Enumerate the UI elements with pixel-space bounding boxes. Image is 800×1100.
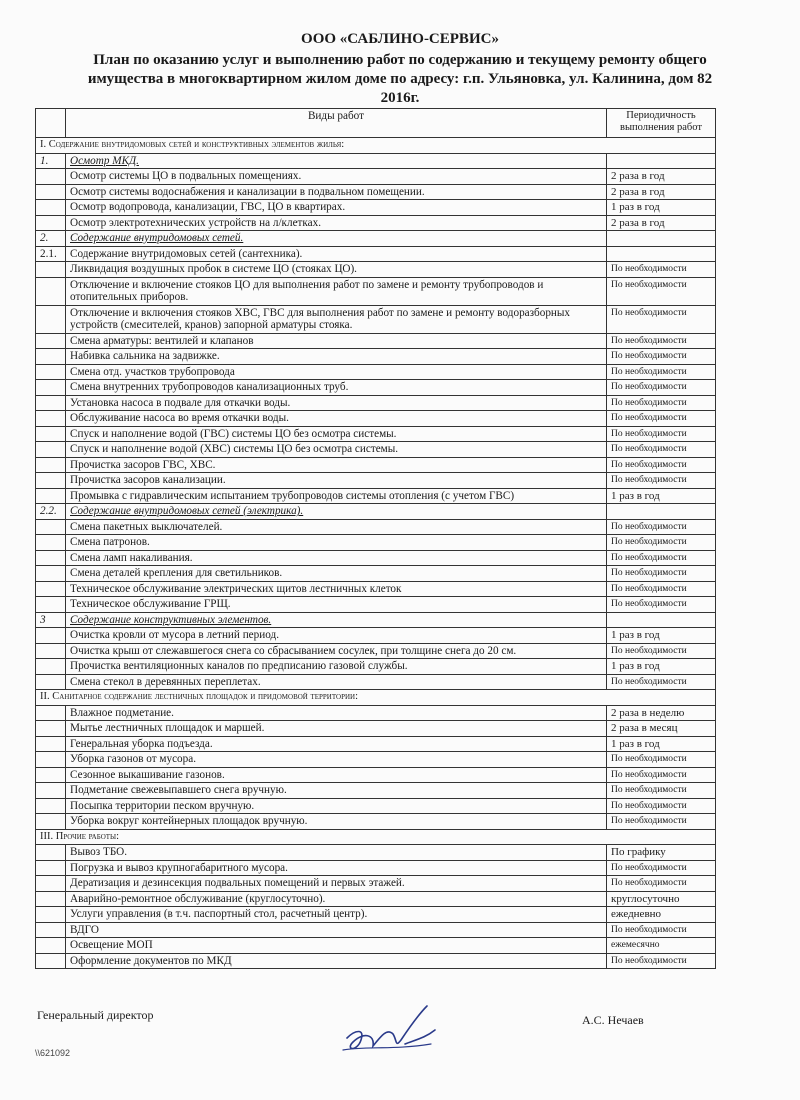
- work-description: Отключение и включение стояков ЦО для выполнения работ по замене и ремонту трубопроводов и отопительных приборов.: [66, 277, 607, 305]
- plan-title-line1: План по оказанию услуг и выполнению работ по содержанию и текущему ремонту общего: [93, 52, 707, 68]
- work-description: Осмотр системы ЦО в подвальных помещениях.: [66, 169, 607, 185]
- work-description: Оформление документов по МКД: [66, 953, 607, 969]
- work-description: Смена внутренних трубопроводов канализационных труб.: [66, 380, 607, 396]
- work-frequency: По необходимости: [607, 411, 716, 427]
- work-frequency: По необходимости: [607, 457, 716, 473]
- table-row: [36, 488, 716, 504]
- work-frequency: 2 раза в неделю: [607, 705, 716, 721]
- work-frequency: По необходимости: [607, 814, 716, 830]
- work-frequency: 2 раза в год: [607, 215, 716, 231]
- table-row: [36, 721, 716, 737]
- work-frequency: круглосуточно: [607, 891, 716, 907]
- work-description: Осмотр водопровода, канализации, ГВС, ЦО в квартирах.: [66, 200, 607, 216]
- row-number-cell: [36, 262, 66, 278]
- work-frequency: По необходимости: [607, 581, 716, 597]
- subsection-row: [36, 246, 716, 262]
- row-number-cell: [36, 426, 66, 442]
- work-frequency: По необходимости: [607, 426, 716, 442]
- work-description: Смена ламп накаливания.: [66, 550, 607, 566]
- table-row: [36, 305, 716, 333]
- work-frequency: По необходимости: [607, 597, 716, 613]
- table-row: [36, 736, 716, 752]
- frequency-cell: [607, 153, 716, 169]
- table-row: [36, 550, 716, 566]
- work-description: Аварийно-ремонтное обслуживание (круглосуточно).: [66, 891, 607, 907]
- table-row: [36, 364, 716, 380]
- row-number-cell: [36, 473, 66, 489]
- table-row: [36, 752, 716, 768]
- work-frequency: По необходимости: [607, 364, 716, 380]
- work-frequency: 1 раз в год: [607, 200, 716, 216]
- row-number-cell: [36, 305, 66, 333]
- work-description: Спуск и наполнение водой (ХВС) системы ЦО без осмотра системы.: [66, 442, 607, 458]
- work-description: Погрузка и вывоз крупногабаритного мусора.: [66, 860, 607, 876]
- row-number-cell: [36, 215, 66, 231]
- row-number-cell: [36, 674, 66, 690]
- work-description: Смена отд. участков трубопровода: [66, 364, 607, 380]
- subsection-row: [36, 612, 716, 628]
- row-number-cell: [36, 643, 66, 659]
- table-row: [36, 876, 716, 892]
- table-row: [36, 922, 716, 938]
- row-number-cell: [36, 767, 66, 783]
- subsection-title: Содержание конструктивных элементов.: [66, 612, 607, 628]
- work-description: Ликвидация воздушных пробок в системе ЦО (стояках ЦО).: [66, 262, 607, 278]
- director-name: А.С. Нечаев: [582, 1013, 644, 1027]
- row-number-cell: [36, 938, 66, 954]
- subsection-row: [36, 153, 716, 169]
- work-frequency: 2 раза в месяц: [607, 721, 716, 737]
- work-description: Услуги управления (в т.ч. паспортный стол, расчетный центр).: [66, 907, 607, 923]
- work-frequency: По необходимости: [607, 783, 716, 799]
- work-frequency: 2 раза в год: [607, 184, 716, 200]
- row-number-cell: [36, 184, 66, 200]
- table-row: [36, 674, 716, 690]
- work-frequency: 1 раз в год: [607, 628, 716, 644]
- section-title: III. Прочие работы:: [36, 829, 716, 845]
- row-number-cell: [36, 457, 66, 473]
- row-number-cell: [36, 550, 66, 566]
- row-number-cell: [36, 705, 66, 721]
- row-number-cell: [36, 814, 66, 830]
- table-row: [36, 262, 716, 278]
- work-description: Набивка сальника на задвижке.: [66, 349, 607, 365]
- work-frequency: По необходимости: [607, 876, 716, 892]
- work-description: Уборка вокруг контейнерных площадок вручную.: [66, 814, 607, 830]
- work-description: Установка насоса в подвале для откачки воды.: [66, 395, 607, 411]
- work-frequency: По необходимости: [607, 953, 716, 969]
- section-title: I. Содержание внутридомовых сетей и конструктивных элементов жилья:: [36, 138, 716, 154]
- work-frequency: По необходимости: [607, 767, 716, 783]
- work-description: Уборка газонов от мусора.: [66, 752, 607, 768]
- section-row: [36, 690, 716, 706]
- work-frequency: По необходимости: [607, 395, 716, 411]
- plan-title-line2: имущества в многоквартирном жилом доме по адресу: г.п. Ульяновка, ул. Калинина, дом 82: [87, 71, 713, 87]
- row-number-cell: [36, 752, 66, 768]
- table-row: [36, 783, 716, 799]
- table-row: [36, 566, 716, 582]
- table-row: [36, 184, 716, 200]
- work-description: Мытье лестничных площадок и маршей.: [66, 721, 607, 737]
- table-row: [36, 380, 716, 396]
- work-frequency: По необходимости: [607, 305, 716, 333]
- frequency-cell: [607, 246, 716, 262]
- work-description: Промывка с гидравлическим испытанием трубопроводов системы отопления (с учетом ГВС): [66, 488, 607, 504]
- works-plan-table: [35, 108, 716, 969]
- work-description: Очистка кровли от мусора в летний период.: [66, 628, 607, 644]
- table-row: [36, 767, 716, 783]
- subsection-number: 3: [36, 612, 66, 628]
- work-frequency: По графику: [607, 845, 716, 861]
- document-code: \\621092: [35, 1048, 71, 1058]
- row-number-cell: [36, 380, 66, 396]
- subsection-number: 2.: [36, 231, 66, 247]
- table-row: [36, 581, 716, 597]
- table-row: [36, 277, 716, 305]
- row-number-cell: [36, 566, 66, 582]
- row-number-cell: [36, 628, 66, 644]
- table-row: [36, 798, 716, 814]
- work-description: Спуск и наполнение водой (ГВС) системы ЦО без осмотра системы.: [66, 426, 607, 442]
- row-number-cell: [36, 953, 66, 969]
- table-header-row: [36, 109, 716, 138]
- table-row: [36, 814, 716, 830]
- table-row: [36, 411, 716, 427]
- work-description: Прочистка вентиляционных каналов по предписанию газовой службы.: [66, 659, 607, 675]
- table-body: [36, 138, 716, 969]
- work-frequency: ежемесячно: [607, 938, 716, 954]
- table-row: [36, 705, 716, 721]
- row-number-cell: [36, 845, 66, 861]
- table-row: [36, 860, 716, 876]
- row-number-cell: [36, 519, 66, 535]
- row-number-cell: [36, 349, 66, 365]
- row-number-cell: [36, 922, 66, 938]
- table-row: [36, 169, 716, 185]
- column-header-work: Виды работ: [66, 109, 607, 138]
- work-description: Влажное подметание.: [66, 705, 607, 721]
- row-number-cell: [36, 798, 66, 814]
- row-number-cell: [36, 721, 66, 737]
- work-description: Осмотр системы водоснабжения и канализации в подвальном помещении.: [66, 184, 607, 200]
- row-number-cell: [36, 333, 66, 349]
- row-number-cell: [36, 364, 66, 380]
- table-row: [36, 535, 716, 551]
- work-frequency: По необходимости: [607, 674, 716, 690]
- table-row: [36, 426, 716, 442]
- work-description: Осмотр электротехнических устройств на л/клетках.: [66, 215, 607, 231]
- row-number-cell: [36, 783, 66, 799]
- row-number-cell: [36, 736, 66, 752]
- row-number-cell: [36, 277, 66, 305]
- table-row: [36, 643, 716, 659]
- work-description: Очистка крыш от слежавшегося снега со сбрасыванием сосулек, при толщине снега до 20 см.: [66, 643, 607, 659]
- section-row: [36, 829, 716, 845]
- work-frequency: По необходимости: [607, 643, 716, 659]
- table-row: [36, 659, 716, 675]
- director-title: Генеральный директор: [37, 1008, 154, 1022]
- work-description: Смена деталей крепления для светильников.: [66, 566, 607, 582]
- work-description: Техническое обслуживание электрических щитов лестничных клеток: [66, 581, 607, 597]
- section-title: II. Санитарное содержание лестничных площадок и придомовой территории:: [36, 690, 716, 706]
- work-description: Генеральная уборка подъезда.: [66, 736, 607, 752]
- work-description: Дератизация и дезинсекция подвальных помещений и первых этажей.: [66, 876, 607, 892]
- work-frequency: 1 раз в год: [607, 488, 716, 504]
- row-number-cell: [36, 891, 66, 907]
- work-description: Смена пакетных выключателей.: [66, 519, 607, 535]
- work-description: Подметание свежевыпавшего снега вручную.: [66, 783, 607, 799]
- work-frequency: ежедневно: [607, 907, 716, 923]
- table-row: [36, 519, 716, 535]
- subsection-number: 1.: [36, 153, 66, 169]
- row-number-cell: [36, 395, 66, 411]
- table-row: [36, 938, 716, 954]
- row-number-cell: [36, 860, 66, 876]
- work-frequency: По необходимости: [607, 473, 716, 489]
- work-description: Освещение МОП: [66, 938, 607, 954]
- work-frequency: По необходимости: [607, 550, 716, 566]
- work-frequency: По необходимости: [607, 262, 716, 278]
- row-number-cell: [36, 581, 66, 597]
- row-number-cell: [36, 442, 66, 458]
- work-description: Обслуживание насоса во время откачки воды.: [66, 411, 607, 427]
- work-frequency: По необходимости: [607, 566, 716, 582]
- subsection-number: 2.1.: [36, 246, 66, 262]
- subsection-row: [36, 504, 716, 520]
- work-frequency: По необходимости: [607, 349, 716, 365]
- work-frequency: По необходимости: [607, 333, 716, 349]
- work-frequency: По необходимости: [607, 277, 716, 305]
- row-number-cell: [36, 200, 66, 216]
- work-description: Сезонное выкашивание газонов.: [66, 767, 607, 783]
- frequency-cell: [607, 612, 716, 628]
- row-number-cell: [36, 597, 66, 613]
- table-row: [36, 907, 716, 923]
- work-description: Техническое обслуживание ГРЩ.: [66, 597, 607, 613]
- work-description: ВДГО: [66, 922, 607, 938]
- subsection-title: Содержание внутридомовых сетей (электрика).: [66, 504, 607, 520]
- subsection-title: Осмотр МКД.: [66, 153, 607, 169]
- work-frequency: По необходимости: [607, 380, 716, 396]
- row-number-cell: [36, 876, 66, 892]
- company-name: ООО «САБЛИНО-СЕРВИС»: [301, 31, 499, 47]
- subsection-title: Содержание внутридомовых сетей (сантехника).: [66, 246, 607, 262]
- table-row: [36, 953, 716, 969]
- table-row: [36, 473, 716, 489]
- table-row: [36, 845, 716, 861]
- frequency-cell: [607, 504, 716, 520]
- table-row: [36, 349, 716, 365]
- work-description: Отключение и включения стояков ХВС, ГВС для выполнения работ по замене и ремонту водоразборных устройств (смесителей, кранов) запорной арматуры стояка.: [66, 305, 607, 333]
- row-number-cell: [36, 488, 66, 504]
- table-row: [36, 597, 716, 613]
- table-row: [36, 457, 716, 473]
- work-description: Прочистка засоров ГВС, ХВС.: [66, 457, 607, 473]
- work-description: Посыпка территории песком вручную.: [66, 798, 607, 814]
- work-description: Прочистка засоров канализации.: [66, 473, 607, 489]
- row-number-cell: [36, 659, 66, 675]
- work-frequency: 1 раз в год: [607, 659, 716, 675]
- work-frequency: По необходимости: [607, 519, 716, 535]
- table-row: [36, 628, 716, 644]
- table-row: [36, 891, 716, 907]
- plan-title-line3: 2016г.: [380, 90, 420, 106]
- work-frequency: По необходимости: [607, 922, 716, 938]
- work-frequency: 2 раза в год: [607, 169, 716, 185]
- work-frequency: По необходимости: [607, 798, 716, 814]
- table-row: [36, 215, 716, 231]
- subsection-title: Содержание внутридомовых сетей.: [66, 231, 607, 247]
- handwritten-signature: [335, 1000, 445, 1060]
- work-frequency: По необходимости: [607, 860, 716, 876]
- table-row: [36, 395, 716, 411]
- work-description: Смена стекол в деревянных переплетах.: [66, 674, 607, 690]
- frequency-cell: [607, 231, 716, 247]
- table-row: [36, 442, 716, 458]
- header-num-cell: [36, 109, 66, 138]
- column-header-frequency: Периодичность выполнения работ: [607, 109, 716, 138]
- row-number-cell: [36, 169, 66, 185]
- work-frequency: По необходимости: [607, 535, 716, 551]
- table-row: [36, 333, 716, 349]
- work-frequency: 1 раз в год: [607, 736, 716, 752]
- work-frequency: По необходимости: [607, 442, 716, 458]
- work-description: Смена патронов.: [66, 535, 607, 551]
- document-header: [20, 30, 780, 108]
- row-number-cell: [36, 907, 66, 923]
- section-row: [36, 138, 716, 154]
- work-frequency: По необходимости: [607, 752, 716, 768]
- subsection-number: 2.2.: [36, 504, 66, 520]
- row-number-cell: [36, 411, 66, 427]
- table-row: [36, 200, 716, 216]
- work-description: Смена арматуры: вентилей и клапанов: [66, 333, 607, 349]
- subsection-row: [36, 231, 716, 247]
- work-description: Вывоз ТБО.: [66, 845, 607, 861]
- row-number-cell: [36, 535, 66, 551]
